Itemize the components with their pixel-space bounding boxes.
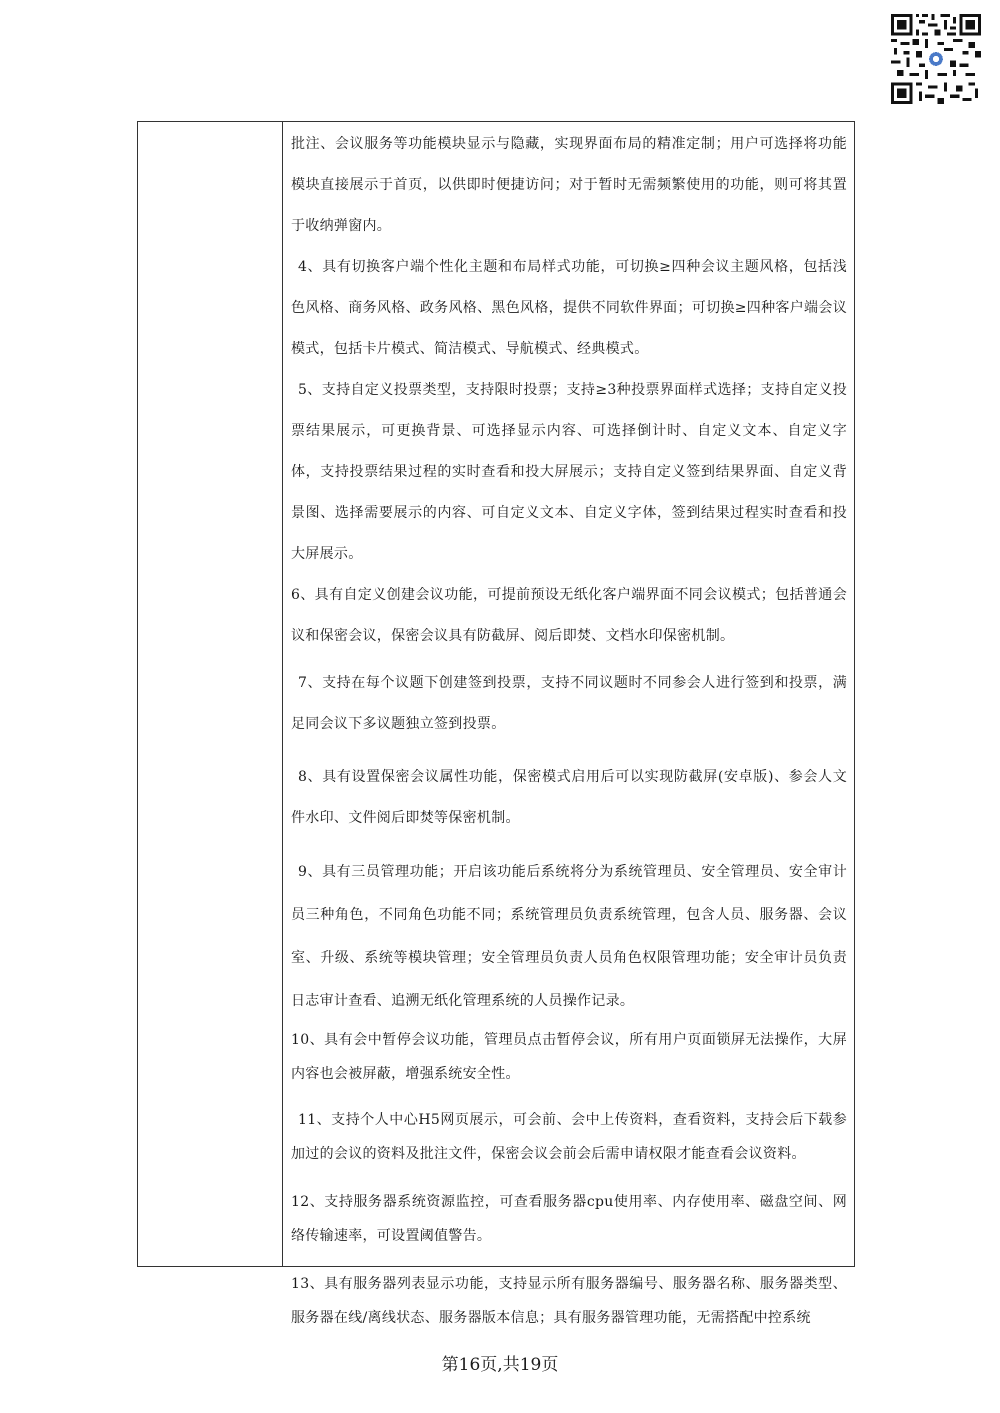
paragraph-item-5: 5、支持自定义投票类型，支持限时投票；支持≥3种投票界面样式选择；支持自定义投票结果展示，可更换背景、可选择显示内容、可选择倒计时、自定义文本、自定义字体，支持投票结果过程的实时查看和投大屏展示；支持自定义签到结果界面、自定义背景图、选择需要展示的内容、可自定义文本、自定义字体，签到结果过程实时查看和投大屏展示。 — [291, 382, 847, 562]
paragraph-item-8: 8、具有设置保密会议属性功能，保密模式启用后可以实现防截屏(安卓版)、参会人文件水印、文件阅后即焚等保密机制。 — [291, 769, 847, 826]
paragraph-continued: 批注、会议服务等功能模块显示与隐藏，实现界面布局的精准定制；用户可选择将功能模块直接展示于首页，以供即时便捷访问；对于暂时无需频繁使用的功能，则可将其置于收纳弹窗内。 — [291, 136, 847, 234]
paragraph-item-9: 9、具有三员管理功能；开启该功能后系统将分为系统管理员、安全管理员、安全审计员三种角色，不同角色功能不同；系统管理员负责系统管理，包含人员、服务器、会议室、升级、系统等模块管理；安全管理员负责人员角色权限管理功能；安全审计员负责日志审计查看、追溯无纸化管理系统的人员操作记录。 — [291, 864, 847, 1009]
qr-code-graphic — [891, 14, 981, 104]
paragraph-item-10: 10、具有会中暂停会议功能，管理员点击暂停会议，所有用户页面锁屏无法操作，大屏内容也会被屏蔽，增强系统安全性。 — [291, 1032, 847, 1082]
paragraph-item-11: 11、支持个人中心H5网页展示，可会前、会中上传资料，查看资料，支持会后下载参加过的会议的资料及批注文件，保密会议会前会后需申请权限才能查看会议资料。 — [291, 1112, 847, 1162]
label-column — [138, 122, 283, 1266]
paragraph-item-6: 6、具有自定义创建会议功能，可提前预设无纸化客户端界面不同会议模式；包括普通会议和保密会议，保密会议具有防截屏、阅后即焚、文档水印保密机制。 — [291, 587, 847, 644]
paragraph-item-7: 7、支持在每个议题下创建签到投票，支持不同议题时不同参会人进行签到和投票，满足同会议下多议题独立签到投票。 — [291, 675, 847, 732]
qr-code — [891, 14, 981, 104]
paragraph-item-13: 13、具有服务器列表显示功能，支持显示所有服务器编号、服务器名称、服务器类型、服务器在线/离线状态、服务器版本信息；具有服务器管理功能，无需搭配中控系统 — [291, 1276, 847, 1326]
paragraph-item-4: 4、具有切换客户端个性化主题和布局样式功能，可切换≥四种会议主题风格，包括浅色风格、商务风格、政务风格、黑色风格，提供不同软件界面；可切换≥四种客户端会议模式，包括卡片模式、简洁模式、导航模式、经典模式。 — [291, 259, 847, 357]
paragraph-item-12: 12、支持服务器系统资源监控，可查看服务器cpu使用率、内存使用率、磁盘空间、网络传输速率，可设置阈值警告。 — [291, 1194, 847, 1244]
content-column — [291, 122, 847, 1326]
requirements-table — [137, 121, 855, 1326]
page-number: 第16页,共19页 — [441, 1355, 559, 1375]
